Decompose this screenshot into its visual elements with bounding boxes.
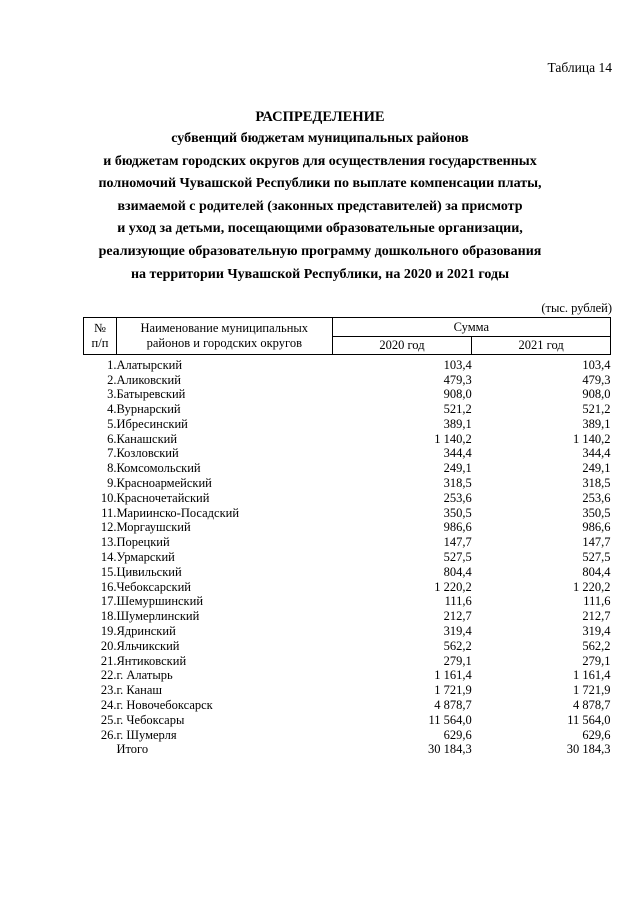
row-value-2021: 11 564,0 — [567, 712, 611, 727]
row-name: Комсомольский — [116, 461, 201, 476]
column-header-year-2020: 2020 год — [332, 337, 472, 355]
row-value-2020: 111,6 — [444, 594, 472, 609]
row-value-2020: 350,5 — [443, 505, 472, 520]
row-value-2021: 1 140,2 — [573, 431, 611, 446]
table-row — [84, 654, 611, 669]
table-row — [84, 373, 611, 388]
row-number — [84, 742, 117, 757]
row-value-2020: 1 721,9 — [434, 683, 472, 698]
row-value-2020: 344,4 — [443, 446, 472, 461]
row-name: г. Канаш — [116, 683, 162, 698]
row-name: г. Чебоксары — [116, 712, 185, 727]
table-row — [84, 594, 611, 609]
row-number: 25. — [100, 712, 117, 727]
row-name: Красночетайский — [116, 490, 210, 505]
row-value-2021: 111,6 — [583, 594, 611, 609]
row-value-2021: 318,5 — [582, 476, 611, 491]
header-number-line1: № — [94, 321, 106, 335]
row-number: 12. — [100, 520, 117, 535]
row-value-2021: 319,4 — [582, 624, 611, 639]
row-value-2020: 804,4 — [443, 564, 472, 579]
header-number-line2: п/п — [91, 336, 109, 350]
title-line: и бюджетам городских округов для осуществления государственных — [103, 153, 537, 169]
row-number: 24. — [100, 698, 117, 713]
row-value-2021: 629,6 — [582, 727, 611, 742]
table-row — [84, 402, 611, 417]
row-value-2021: 344,4 — [582, 446, 611, 461]
row-number: 11. — [101, 505, 117, 520]
row-number: 13. — [100, 535, 117, 550]
row-number: 17. — [100, 594, 117, 609]
column-header-year-2021: 2021 год — [472, 337, 611, 355]
row-number: 10. — [100, 490, 117, 505]
row-value-2020: 318,5 — [443, 476, 472, 491]
row-value-2020: 11 564,0 — [428, 712, 472, 727]
row-value-2021: 479,3 — [582, 372, 611, 387]
table-row — [84, 668, 611, 683]
row-name: Урмарский — [116, 550, 175, 565]
table-row — [84, 683, 611, 698]
row-value-2021: 350,5 — [582, 505, 611, 520]
units-note: (тыс. рублей) — [541, 301, 612, 315]
row-number: 20. — [100, 638, 117, 653]
row-number: 3. — [107, 387, 117, 402]
row-value-2021: 30 184,3 — [566, 742, 611, 757]
row-value-2021: 527,5 — [582, 550, 611, 565]
row-number: 4. — [107, 402, 117, 417]
row-number: 2. — [107, 372, 117, 387]
row-value-2021: 253,6 — [582, 490, 611, 505]
table-row — [84, 387, 611, 402]
row-value-2020: 103,4 — [443, 357, 472, 372]
row-value-2021: 212,7 — [582, 609, 611, 624]
row-value-2020: 1 220,2 — [434, 579, 472, 594]
row-value-2020: 253,6 — [443, 490, 472, 505]
row-name: Цивильский — [116, 564, 182, 579]
row-number: 8. — [107, 461, 117, 476]
header-name-line1: Наименование муниципальных — [140, 321, 309, 335]
table-number-label: Таблица 14 — [547, 60, 612, 75]
row-name: Вурнарский — [116, 402, 181, 417]
row-number: 5. — [107, 416, 117, 431]
table-row — [84, 698, 611, 713]
title-heading: РАСПРЕДЕЛЕНИЕ — [255, 109, 385, 125]
row-name: Алатырский — [116, 357, 183, 372]
table-row — [84, 639, 611, 654]
row-name: Чебоксарский — [116, 579, 191, 594]
row-number: 22. — [100, 668, 117, 683]
row-value-2020: 1 140,2 — [434, 431, 472, 446]
row-number: 21. — [100, 653, 117, 668]
row-number: 9. — [107, 476, 117, 491]
row-number: 14. — [100, 550, 117, 565]
table-row — [84, 580, 611, 595]
table-row — [84, 520, 611, 535]
row-value-2020: 629,6 — [443, 727, 472, 742]
row-value-2021: 147,7 — [582, 535, 611, 550]
table-row — [84, 728, 611, 743]
row-value-2021: 103,4 — [582, 357, 611, 372]
table-row — [84, 417, 611, 432]
table-row — [84, 491, 611, 506]
row-value-2020: 521,2 — [443, 402, 472, 417]
table-body — [84, 355, 611, 758]
row-value-2020: 4 878,7 — [434, 698, 472, 713]
table-row — [84, 565, 611, 580]
row-name: Янтиковский — [116, 653, 187, 668]
row-value-2020: 249,1 — [443, 461, 472, 476]
document-title — [0, 106, 640, 286]
row-value-2020: 279,1 — [443, 653, 472, 668]
row-value-2021: 804,4 — [582, 564, 611, 579]
row-value-2021: 249,1 — [582, 461, 611, 476]
row-number: 6. — [107, 431, 117, 446]
table-row — [84, 476, 611, 491]
table-row — [84, 461, 611, 476]
row-number: 26. — [100, 727, 117, 742]
row-name: Ибресинский — [116, 416, 188, 431]
row-name: Канашский — [116, 431, 178, 446]
row-name: г. Шумерля — [116, 727, 177, 742]
table-row — [84, 355, 611, 373]
row-value-2020: 212,7 — [443, 609, 472, 624]
row-value-2020: 319,4 — [443, 624, 472, 639]
row-value-2020: 527,5 — [443, 550, 472, 565]
row-number: 16. — [100, 579, 117, 594]
row-value-2021: 389,1 — [582, 416, 611, 431]
row-name: Шемуршинский — [116, 594, 204, 609]
table-row — [84, 446, 611, 461]
title-line: на территории Чувашской Республики, на 2020 и 2021 годы — [130, 266, 510, 282]
row-name: г. Новочебоксарск — [116, 698, 213, 713]
row-value-2021: 908,0 — [582, 387, 611, 402]
row-number: 18. — [100, 609, 117, 624]
row-value-2021: 1 220,2 — [573, 579, 611, 594]
row-value-2021: 4 878,7 — [573, 698, 611, 713]
row-name: Порецкий — [116, 535, 170, 550]
column-header-name — [116, 318, 332, 355]
row-name: Итого — [116, 742, 149, 757]
table-row — [84, 713, 611, 728]
column-header-number — [84, 318, 117, 355]
row-name: Шумерлинский — [116, 609, 200, 624]
row-number: 1. — [107, 357, 117, 372]
row-value-2021: 1 161,4 — [573, 668, 611, 683]
table-row — [84, 609, 611, 624]
row-number: 23. — [100, 683, 117, 698]
row-value-2020: 147,7 — [443, 535, 472, 550]
row-name: Мариинско-Посадский — [116, 505, 240, 520]
title-line: полномочий Чувашской Республики по выплате компенсации платы, — [98, 176, 542, 192]
row-value-2020: 30 184,3 — [428, 742, 472, 757]
header-name-line2: районов и городских округов — [146, 336, 302, 350]
row-value-2021: 1 721,9 — [573, 683, 611, 698]
row-number: 7. — [107, 446, 117, 461]
row-value-2020: 908,0 — [443, 387, 472, 402]
table-row — [84, 506, 611, 521]
row-value-2021: 279,1 — [582, 653, 611, 668]
table-row — [84, 550, 611, 565]
row-name: Яльчикский — [116, 638, 180, 653]
row-name: г. Алатырь — [116, 668, 173, 683]
row-name: Козловский — [116, 446, 179, 461]
table-row — [84, 624, 611, 639]
row-name: Батыревский — [116, 387, 186, 402]
row-value-2020: 479,3 — [443, 372, 472, 387]
title-line: субвенций бюджетам муниципальных районов — [171, 131, 469, 146]
column-header-sum: Сумма — [332, 318, 610, 337]
table-row — [84, 742, 611, 757]
table-row — [84, 535, 611, 550]
row-value-2020: 986,6 — [443, 520, 472, 535]
table-row — [84, 432, 611, 447]
row-name: Моргаушский — [116, 520, 191, 535]
title-line: взимаемой с родителей (законных представителей) за присмотр — [117, 198, 523, 214]
row-number: 15. — [100, 564, 117, 579]
row-value-2020: 1 161,4 — [434, 668, 472, 683]
distribution-table — [83, 317, 611, 757]
row-value-2020: 389,1 — [443, 416, 472, 431]
row-value-2021: 986,6 — [582, 520, 611, 535]
title-line: реализующие образовательную программу дошкольного образования — [98, 243, 542, 259]
row-value-2021: 562,2 — [582, 638, 611, 653]
row-number: 19. — [100, 624, 117, 639]
row-value-2021: 521,2 — [582, 402, 611, 417]
title-line: и уход за детьми, посещающими образовательные организации, — [117, 221, 523, 237]
row-name: Красноармейский — [116, 476, 212, 491]
row-name: Аликовский — [116, 372, 181, 387]
row-name: Ядринский — [116, 624, 176, 639]
row-value-2020: 562,2 — [443, 638, 472, 653]
